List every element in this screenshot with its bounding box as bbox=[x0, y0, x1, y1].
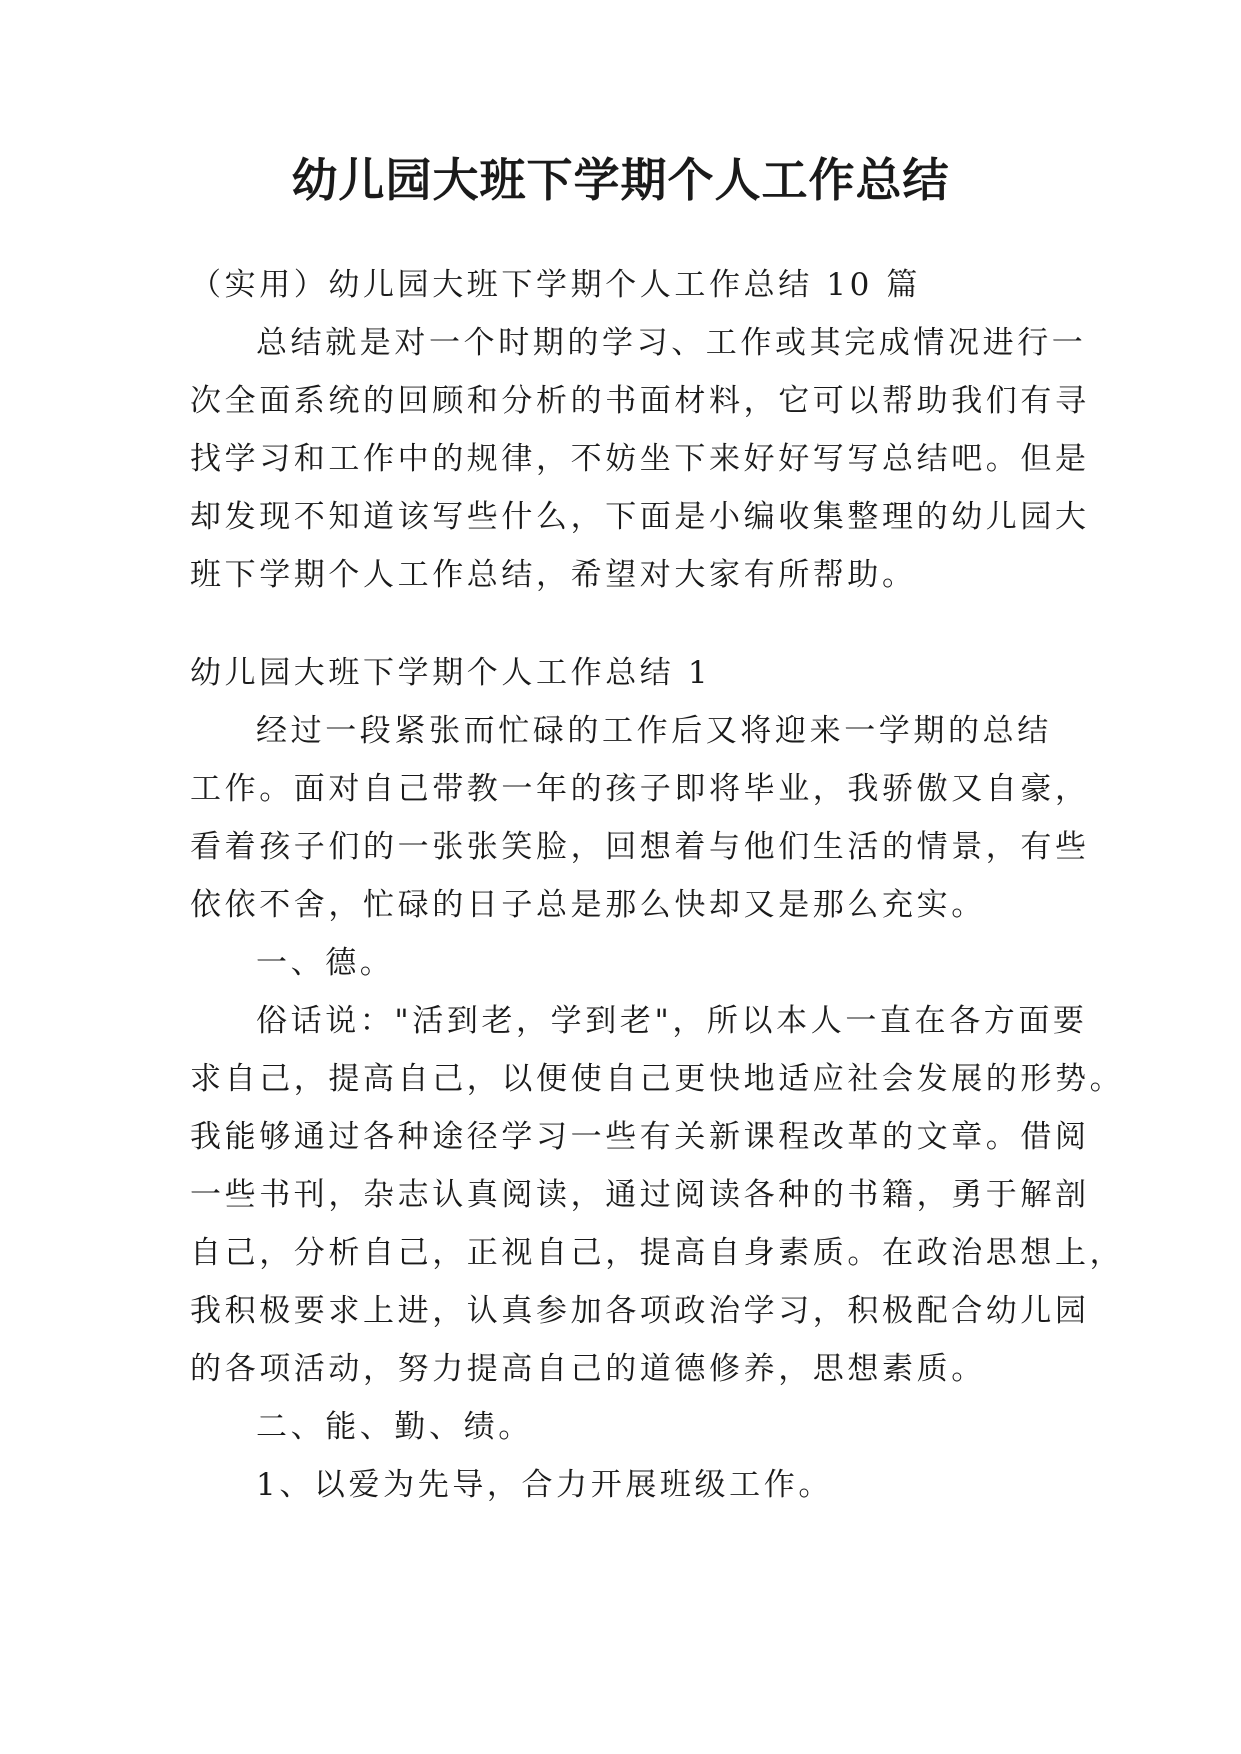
paragraph-line: 一些书刊，杂志认真阅读，通过阅读各种的书籍，勇于解剖 bbox=[190, 1177, 1090, 1213]
paragraph-line: 自己，分析自己，正视自己，提高自身素质。在政治思想上， bbox=[190, 1235, 1125, 1271]
paragraph-line: 求自己，提高自己，以便使自己更快地适应社会发展的形势。 bbox=[190, 1061, 1125, 1097]
section-heading: 幼儿园大班下学期个人工作总结 1 bbox=[190, 655, 712, 691]
intro-paragraph-line: 班下学期个人工作总结，希望对大家有所帮助。 bbox=[190, 557, 917, 593]
paragraph-line: 我能够通过各种途径学习一些有关新课程改革的文章。借阅 bbox=[190, 1119, 1090, 1155]
document-body bbox=[190, 256, 1125, 1514]
paragraph-line: 的各项活动，努力提高自己的道德修养，思想素质。 bbox=[190, 1351, 986, 1387]
paragraph-gap bbox=[190, 604, 1050, 644]
paragraph-line: 俗话说："活到老，学到老"，所以本人一直在各方面要 bbox=[256, 1003, 1088, 1039]
intro-paragraph-line: 次全面系统的回顾和分析的书面材料，它可以帮助我们有寻 bbox=[190, 383, 1090, 419]
paragraph-line: 看着孩子们的一张张笑脸，回想着与他们生活的情景，有些 bbox=[190, 829, 1090, 865]
list-item-line: 1、以爱为先导，合力开展班级工作。 bbox=[256, 1467, 833, 1503]
intro-paragraph-line: 找学习和工作中的规律，不妨坐下来好好写写总结吧。但是 bbox=[190, 441, 1090, 477]
paragraph-line: 依依不舍，忙碌的日子总是那么快却又是那么充实。 bbox=[190, 887, 986, 923]
intro-paragraph-line: 却发现不知道该写些什么，下面是小编收集整理的幼儿园大 bbox=[190, 499, 1090, 535]
subheading-line: 二、能、勤、绩。 bbox=[256, 1409, 533, 1445]
paragraph-line: 工作。面对自己带教一年的孩子即将毕业，我骄傲又自豪， bbox=[190, 771, 1090, 807]
paragraph-line: 经过一段紧张而忙碌的工作后又将迎来一学期的总结 bbox=[256, 713, 1052, 749]
intro-paragraph-line: 总结就是对一个时期的学习、工作或其完成情况进行一 bbox=[256, 325, 1087, 361]
paragraph-line: 我积极要求上进，认真参加各项政治学习，积极配合幼儿园 bbox=[190, 1293, 1090, 1329]
subtitle-line: （实用）幼儿园大班下学期个人工作总结 10 篇 bbox=[190, 267, 921, 303]
subheading-line: 一、德。 bbox=[256, 945, 395, 981]
document-title: 幼儿园大班下学期个人工作总结 bbox=[291, 153, 950, 207]
